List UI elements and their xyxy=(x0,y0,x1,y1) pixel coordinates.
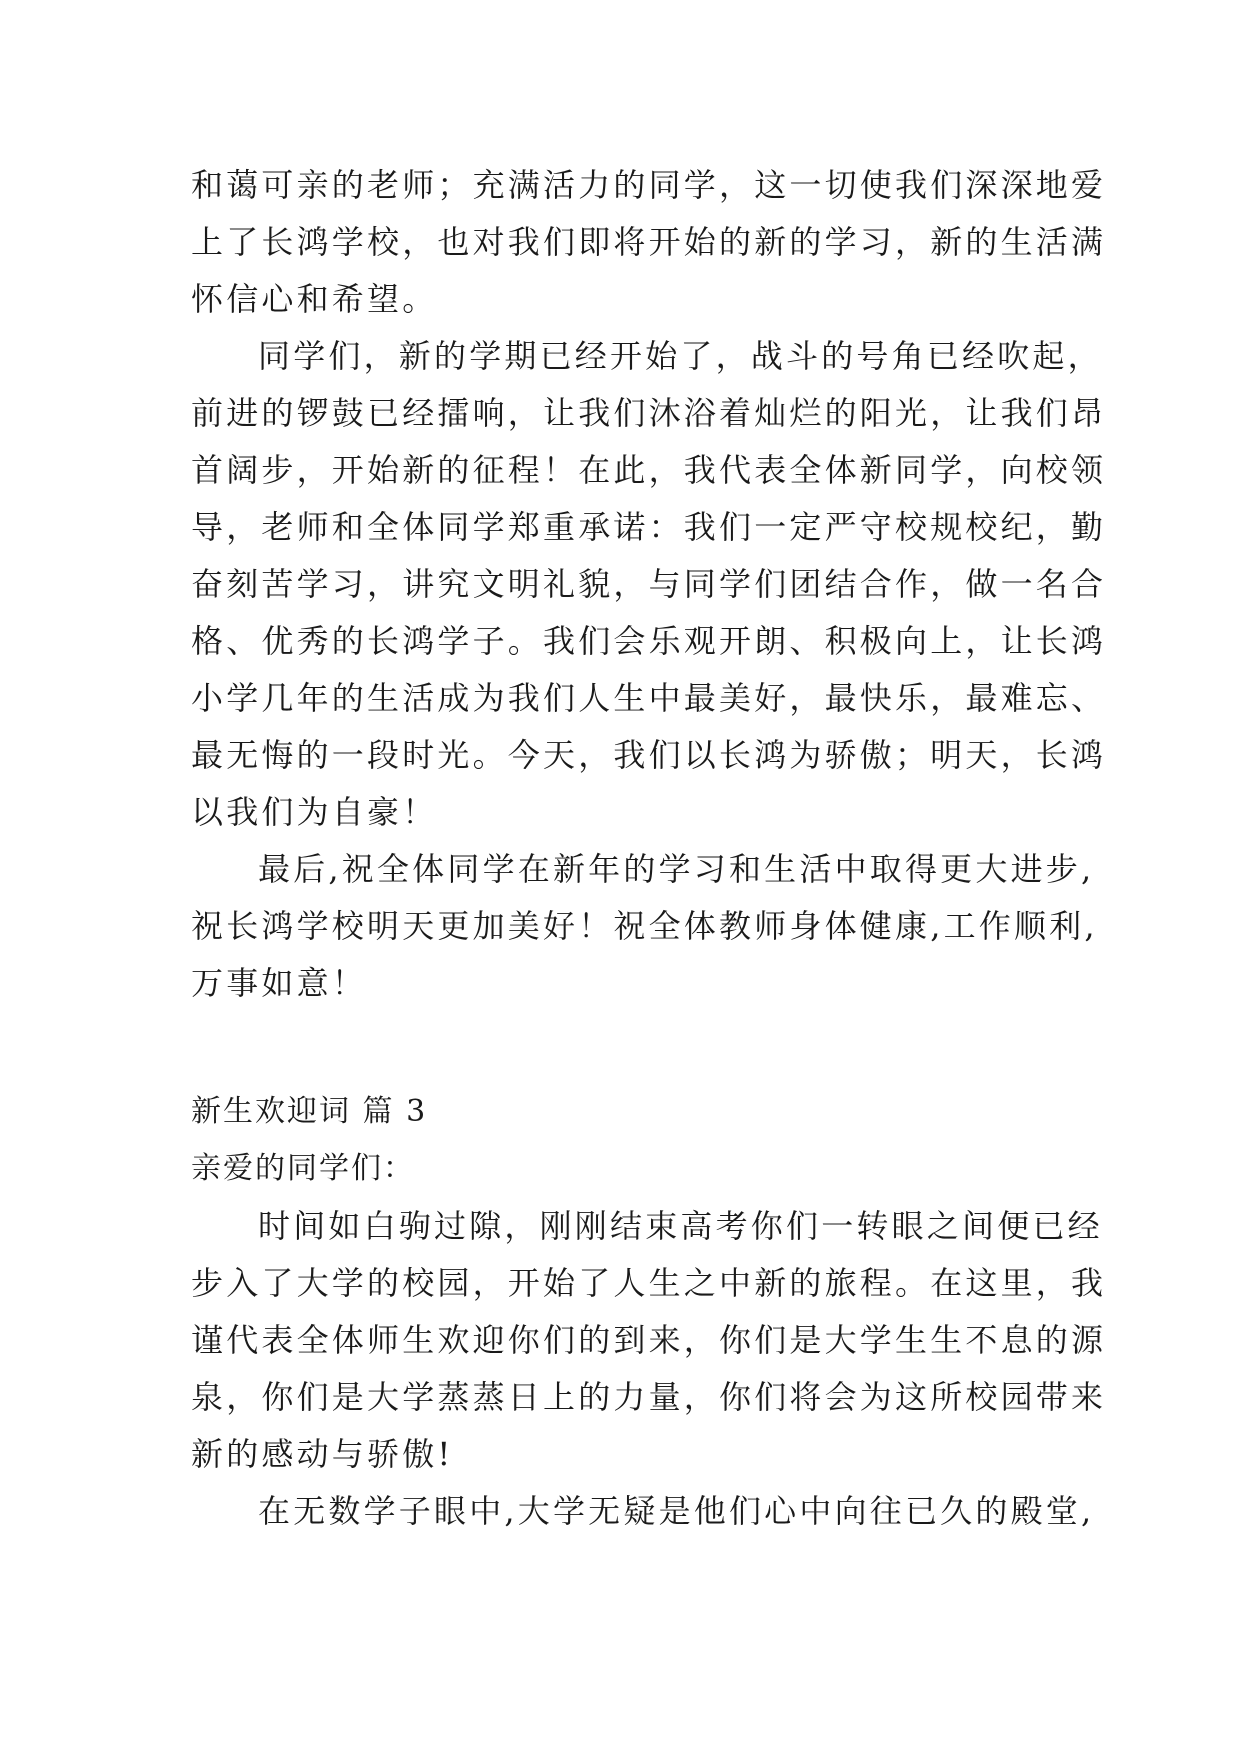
section-heading: 新生欢迎词 篇 3 xyxy=(191,1094,428,1129)
text-line: 小学几年的生活成为我们人生中最美好，最快乐，最难忘、 xyxy=(191,679,1107,717)
text-line: 最无悔的一段时光。今天，我们以长鸿为骄傲；明天，长鸿 xyxy=(191,736,1107,774)
text-line: 步入了大学的校园，开始了人生之中新的旅程。在这里，我 xyxy=(191,1264,1107,1302)
text-line: 上了长鸿学校，也对我们即将开始的新的学习，新的生活满 xyxy=(191,223,1107,261)
text-line: 以我们为自豪！ xyxy=(191,793,438,831)
salutation: 亲爱的同学们： xyxy=(191,1151,415,1186)
text-line: 奋刻苦学习，讲究文明礼貌，与同学们团结合作，做一名合 xyxy=(191,565,1107,603)
text-line: 在无数学子眼中,大学无疑是他们心中向往已久的殿堂, xyxy=(258,1492,1095,1530)
text-line: 泉，你们是大学蒸蒸日上的力量，你们将会为这所校园带来 xyxy=(191,1378,1107,1416)
text-line: 谨代表全体师生欢迎你们的到来，你们是大学生生不息的源 xyxy=(191,1321,1107,1359)
text-line: 和蔼可亲的老师；充满活力的同学，这一切使我们深深地爱 xyxy=(191,166,1107,204)
text-line: 最后,祝全体同学在新年的学习和生活中取得更大进步, xyxy=(258,850,1095,888)
text-line: 格、优秀的长鸿学子。我们会乐观开朗、积极向上，让长鸿 xyxy=(191,622,1107,660)
text-line: 导，老师和全体同学郑重承诺：我们一定严守校规校纪，勤 xyxy=(191,508,1107,546)
text-line: 万事如意！ xyxy=(191,964,368,1002)
text-line: 首阔步，开始新的征程！在此，我代表全体新同学，向校领 xyxy=(191,451,1107,489)
text-line: 祝长鸿学校明天更加美好！祝全体教师身体健康,工作顺利, xyxy=(191,907,1098,945)
text-line: 时间如白驹过隙，刚刚结束高考你们一转眼之间便已经 xyxy=(258,1207,1103,1245)
text-line: 新的感动与骄傲! xyxy=(191,1435,454,1473)
text-line: 怀信心和希望。 xyxy=(191,280,438,318)
text-line: 同学们，新的学期已经开始了，战斗的号角已经吹起， xyxy=(258,337,1103,375)
text-line: 前进的锣鼓已经擂响，让我们沐浴着灿烂的阳光，让我们昂 xyxy=(191,394,1107,432)
